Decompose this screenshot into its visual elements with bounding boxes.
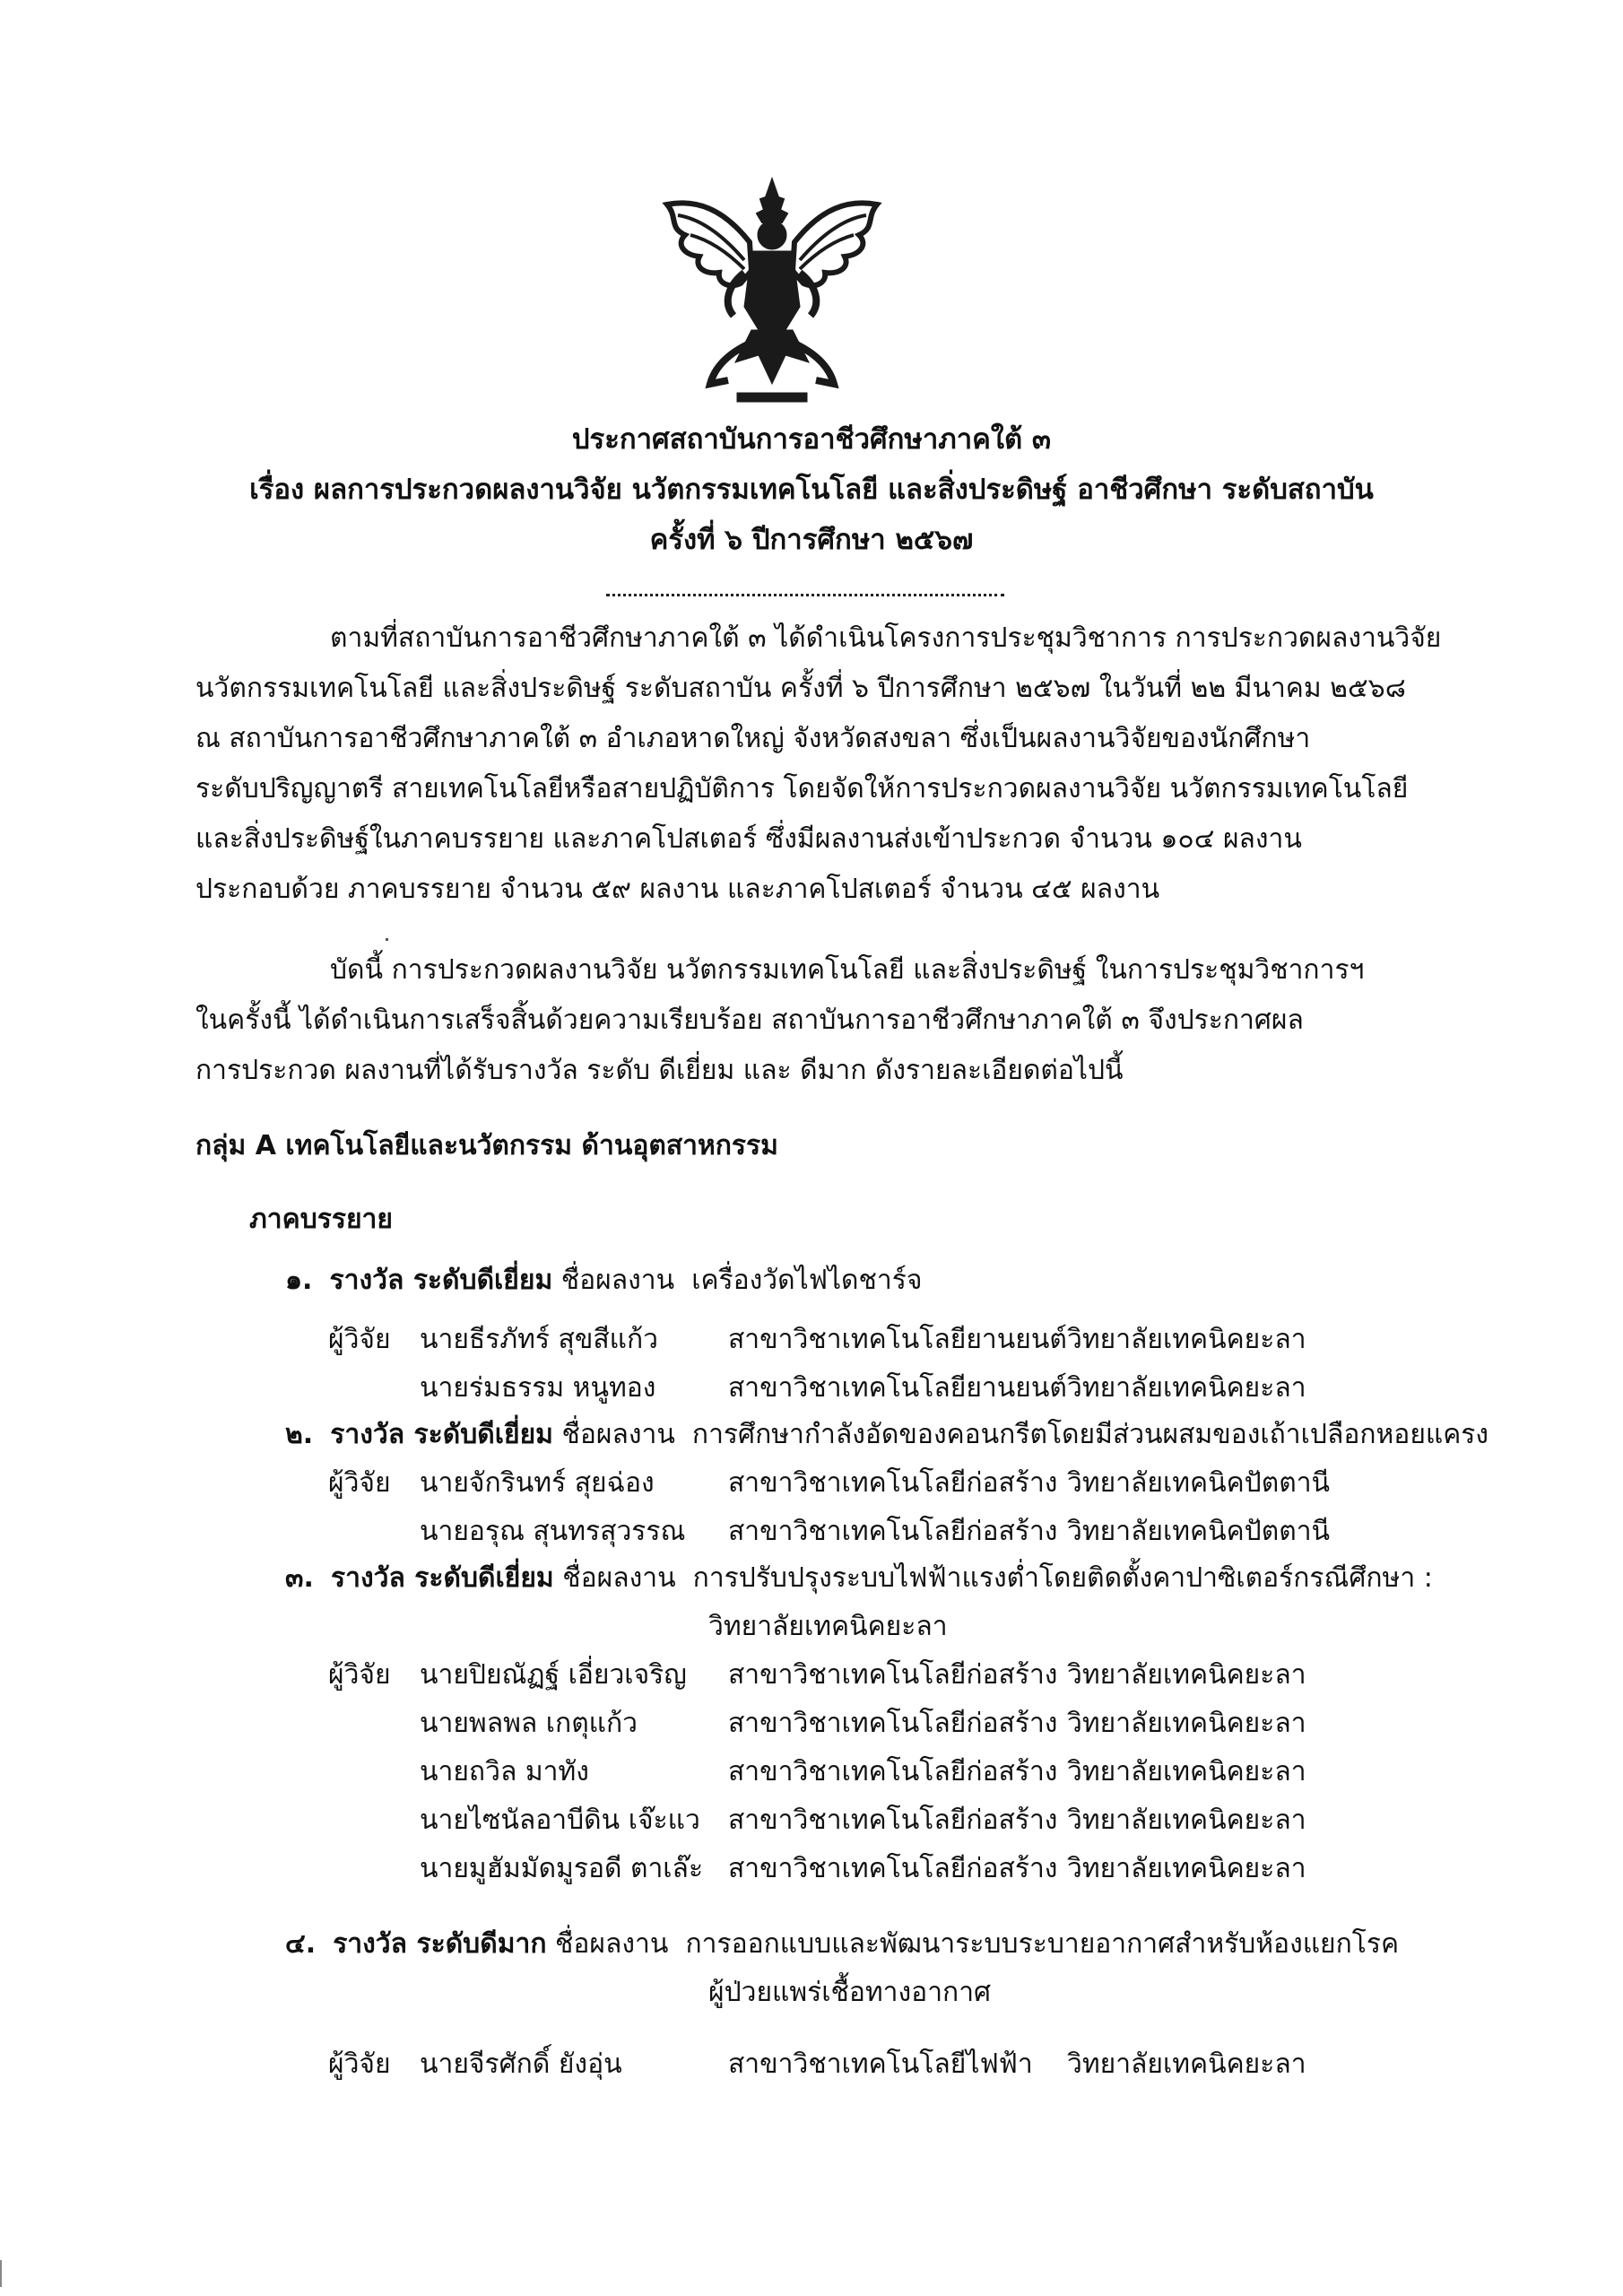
- paragraph-1-line: ประกอบด้วย ภาคบรรยาย จำนวน ๕๙ ผลงาน และภาคโปสเตอร์ จำนวน ๔๕ ผลงาน: [195, 874, 1160, 905]
- researcher-college: วิทยาลัยเทคนิคยะลา: [1067, 1372, 1306, 1404]
- work-label: ชื่อผลงาน: [560, 1265, 675, 1296]
- researcher-dept: สาขาวิชาเทคโนโลยีก่อสร้าง: [728, 1467, 1058, 1499]
- work-label: ชื่อผลงาน: [561, 1419, 675, 1450]
- researcher-label: ผู้วิจัย: [328, 2048, 391, 2080]
- researcher-dept: สาขาวิชาเทคโนโลยียานยนต์: [728, 1324, 1067, 1355]
- announcement-edition: ครั้งที่ ๖ ปีการศึกษา ๒๕๖๗: [649, 524, 974, 556]
- researcher-name: นายอรุณ สุนทรสุวรรณ: [420, 1516, 686, 1547]
- work-label: ชื่อผลงาน: [555, 1928, 669, 1960]
- group-title: กลุ่ม A เทคโนโลยีและนวัตกรรม ด้านอุตสาหกรรม: [195, 1130, 778, 1161]
- researcher-college: วิทยาลัยเทคนิคยะลา: [1067, 2048, 1306, 2080]
- paragraph-2-line: ในครั้งนี้ ได้ดำเนินการเสร็จสิ้นด้วยความเรียบร้อย สถาบันการอาชีวศึกษาภาคใต้ ๓ จึงประกาศผล: [195, 1004, 1304, 1036]
- dotted-divider: [606, 594, 1004, 596]
- researcher-college: วิทยาลัยเทคนิคยะลา: [1067, 1805, 1306, 1836]
- award-number: ๔.: [285, 1928, 317, 1960]
- award-level: รางวัล ระดับดีเยี่ยม: [330, 1419, 553, 1450]
- paragraph-1-line: ตามที่สถาบันการอาชีวศึกษาภาคใต้ ๓ ได้ดำเนินโครงการประชุมวิชาการ การประกวดผลงานวิจัย: [330, 622, 1442, 654]
- paragraph-2-line: บัดนี้ การประกวดผลงานวิจัย นวัตกรรมเทคโนโลยี และสิ่งประดิษฐ์ ในการประชุมวิชาการฯ: [330, 954, 1365, 986]
- researcher-college: วิทยาลัยเทคนิคยะลา: [1067, 1324, 1306, 1355]
- researcher-dept: สาขาวิชาเทคโนโลยีก่อสร้าง: [728, 1853, 1058, 1884]
- garuda-emblem-icon: [651, 172, 893, 414]
- award-3-heading: [285, 1553, 1433, 1604]
- researcher-dept: สาขาวิชาเทคโนโลยีก่อสร้าง: [728, 1756, 1058, 1787]
- researcher-dept: สาขาวิชาเทคโนโลยีไฟฟ้า: [728, 2048, 1033, 2080]
- paragraph-1-line: นวัตกรรมเทคโนโลยี และสิ่งประดิษฐ์ ระดับสถาบัน ครั้งที่ ๖ ปีการศึกษา ๒๕๖๗ ในวันที่ ๒๒ มีนาคม ๒๕๖๘: [195, 673, 1406, 704]
- researcher-name: นายธีรภัทร์ สุขสีแก้ว: [420, 1324, 659, 1355]
- work-title-continued: วิทยาลัยเทคนิคยะลา: [708, 1611, 948, 1642]
- award-2-heading: [285, 1410, 1488, 1460]
- award-1-heading: [285, 1256, 922, 1306]
- researcher-name: นายจีรศักดิ์ ยังอุ่น: [420, 2048, 622, 2080]
- scan-edge-mark: [0, 2260, 2, 2287]
- award-number: ๒.: [285, 1419, 314, 1450]
- researcher-dept: สาขาวิชาเทคโนโลยีก่อสร้าง: [728, 1708, 1058, 1739]
- researcher-label: ผู้วิจัย: [328, 1659, 391, 1691]
- award-level: รางวัล ระดับดีมาก: [333, 1928, 547, 1960]
- award-level: รางวัล ระดับดีเยี่ยม: [329, 1265, 553, 1296]
- award-level: รางวัล ระดับดีเยี่ยม: [330, 1562, 554, 1594]
- award-number: ๓.: [285, 1562, 314, 1594]
- paragraph-1-line: ระดับปริญญาตรี สายเทคโนโลยีหรือสายปฏิบัติการ โดยจัดให้การประกวดผลงานวิจัย นวัตกรรมเทคโนโลยี: [195, 773, 1409, 804]
- award-4-heading: [285, 1919, 1399, 1970]
- researcher-college: วิทยาลัยเทคนิคยะลา: [1067, 1708, 1306, 1739]
- work-title: การปรับปรุงระบบไฟฟ้าแรงต่ำโดยติดตั้งคาปาซิเตอร์กรณีศึกษา :: [692, 1562, 1433, 1594]
- researcher-college: วิทยาลัยเทคนิคยะลา: [1067, 1853, 1306, 1884]
- work-title-continued: ผู้ป่วยแพร่เชื้อทางอากาศ: [708, 1977, 992, 2008]
- researcher-label: ผู้วิจัย: [328, 1467, 391, 1499]
- researcher-dept: สาขาวิชาเทคโนโลยีก่อสร้าง: [728, 1516, 1058, 1547]
- paragraph-2-line: การประกวด ผลงานที่ได้รับรางวัล ระดับ ดีเยี่ยม และ ดีมาก ดังรายละเอียดต่อไปนี้: [195, 1055, 1124, 1086]
- work-title: การศึกษากำลังอัดของคอนกรีตโดยมีส่วนผสมของเถ้าเปลือกหอยแครง: [691, 1419, 1489, 1450]
- researcher-name: นายจักรินทร์ สุยฉ่อง: [420, 1467, 655, 1499]
- researcher-college: วิทยาลัยเทคนิคปัตตานี: [1067, 1467, 1331, 1499]
- award-number: ๑.: [285, 1265, 313, 1296]
- paragraph-1-line: ณ สถาบันการอาชีวศึกษาภาคใต้ ๓ อำเภอหาดใหญ่ จังหวัดสงขลา ซึ่งเป็นผลงานวิจัยของนักศึกษา: [195, 723, 1311, 754]
- researcher-label: ผู้วิจัย: [328, 1324, 391, 1355]
- work-label: ชื่อผลงาน: [562, 1562, 676, 1594]
- researcher-college: วิทยาลัยเทคนิคยะลา: [1067, 1756, 1306, 1787]
- researcher-college: วิทยาลัยเทคนิคยะลา: [1067, 1659, 1306, 1691]
- group-subtitle: ภาคบรรยาย: [249, 1204, 393, 1235]
- paragraph-1-line: และสิ่งประดิษฐ์ในภาคบรรยาย และภาคโปสเตอร์ ซึ่งมีผลงานส่งเข้าประกวด จำนวน ๑๐๔ ผลงาน: [195, 823, 1302, 855]
- researcher-name: นายร่มธรรม หนูทอง: [420, 1372, 656, 1404]
- announcement-subject: เรื่อง ผลการประกวดผลงานวิจัย นวัตกรรมเทคโนโลยี และสิ่งประดิษฐ์ อาชีวศึกษา ระดับสถาบัน: [249, 474, 1374, 506]
- researcher-name: นายมูฮัมมัดมูรอดี ตาเล๊ะ: [420, 1853, 704, 1884]
- work-title: เครื่องวัดไฟไดชาร์จ: [691, 1265, 923, 1296]
- researcher-dept: สาขาวิชาเทคโนโลยียานยนต์: [728, 1372, 1067, 1404]
- researcher-name: นายพลพล เกตุแก้ว: [420, 1708, 638, 1739]
- researcher-dept: สาขาวิชาเทคโนโลยีก่อสร้าง: [728, 1659, 1058, 1691]
- researcher-college: วิทยาลัยเทคนิคปัตตานี: [1067, 1516, 1331, 1547]
- announcement-title: ประกาศสถาบันการอาชีวศึกษาภาคใต้ ๓: [571, 423, 1052, 456]
- work-title: การออกแบบและพัฒนาระบบระบายอากาศสำหรับห้องแยกโรค: [685, 1928, 1400, 1960]
- researcher-name: นายปิยณัฏฐ์ เอี่ยวเจริญ: [420, 1659, 687, 1691]
- researcher-name: นายไซนัลอาบีดิน เจ๊ะแว: [420, 1805, 700, 1836]
- researcher-name: นายถวิล มาทัง: [420, 1756, 589, 1787]
- scan-mark: [386, 938, 388, 941]
- researcher-dept: สาขาวิชาเทคโนโลยีก่อสร้าง: [728, 1805, 1058, 1836]
